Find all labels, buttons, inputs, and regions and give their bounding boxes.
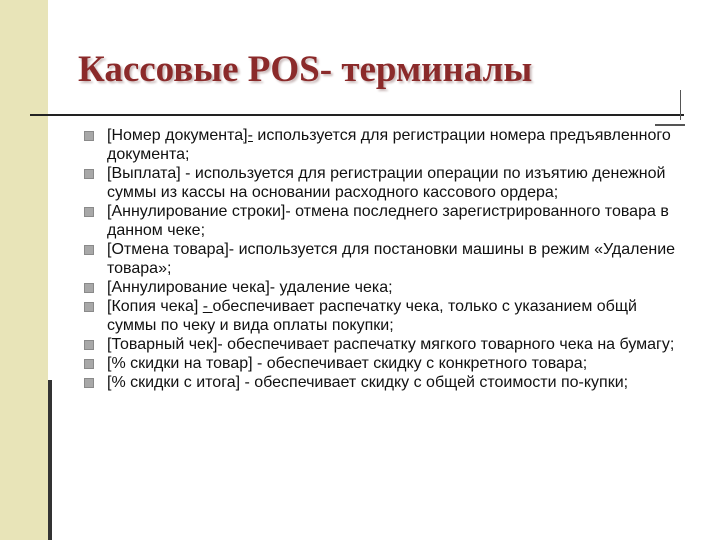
list-item xyxy=(84,373,684,392)
sidebar-rule xyxy=(48,380,52,540)
item-underlined: ]- xyxy=(243,127,253,144)
square-bullet-icon xyxy=(84,245,94,255)
square-bullet-icon xyxy=(84,340,94,350)
item-text: [% скидки с итога] - обеспечивает скидку с общей стоимости по-купки; xyxy=(107,374,629,391)
square-bullet-icon xyxy=(84,169,94,179)
title-accent-vertical xyxy=(680,90,681,120)
title-underline xyxy=(30,114,684,116)
square-bullet-icon xyxy=(84,207,94,217)
list-item xyxy=(84,335,684,354)
item-text: [Номер документа xyxy=(107,127,244,144)
list-item xyxy=(84,354,684,373)
slide-title: Кассовые POS- терминалы xyxy=(78,49,533,90)
item-text: [Выплата] - используется для регистрации операции по изъятию денежной суммы из кассы на основании расходного кассового ордера; xyxy=(107,165,666,201)
list-item xyxy=(84,126,684,164)
square-bullet-icon xyxy=(84,359,94,369)
list-item xyxy=(84,297,684,335)
square-bullet-icon xyxy=(84,378,94,388)
item-text: [Копия чека] xyxy=(107,298,203,315)
list-item xyxy=(84,240,684,278)
square-bullet-icon xyxy=(84,302,94,312)
item-text: [% скидки на товар] - обеспечивает скидку с конкретного товара; xyxy=(107,355,588,372)
bullet-list xyxy=(84,126,684,392)
list-item xyxy=(84,202,684,240)
item-text: [Аннулирование строки]- отмена последнего зарегистрированного товара в данном чеке; xyxy=(107,203,669,239)
item-text: [Отмена товара]- используется для постановки машины в режим «Удаление товара»; xyxy=(107,241,676,277)
item-text: [Товарный чек]- обеспечивает распечатку мягкого товарного чека на бумагу; xyxy=(107,336,675,353)
item-underlined: - xyxy=(202,298,213,315)
list-item xyxy=(84,278,684,297)
item-text-rest: используется для регистрации номера предъявленного документа; xyxy=(107,127,671,163)
item-text: [Аннулирование чека]- удаление чека; xyxy=(107,279,393,296)
square-bullet-icon xyxy=(84,283,94,293)
sidebar-band xyxy=(0,0,48,540)
item-text-rest: обеспечивает распечатку чека, только с указанием общй суммы по чеку и вида оплаты покупки; xyxy=(107,298,637,334)
square-bullet-icon xyxy=(84,131,94,141)
list-item xyxy=(84,164,684,202)
